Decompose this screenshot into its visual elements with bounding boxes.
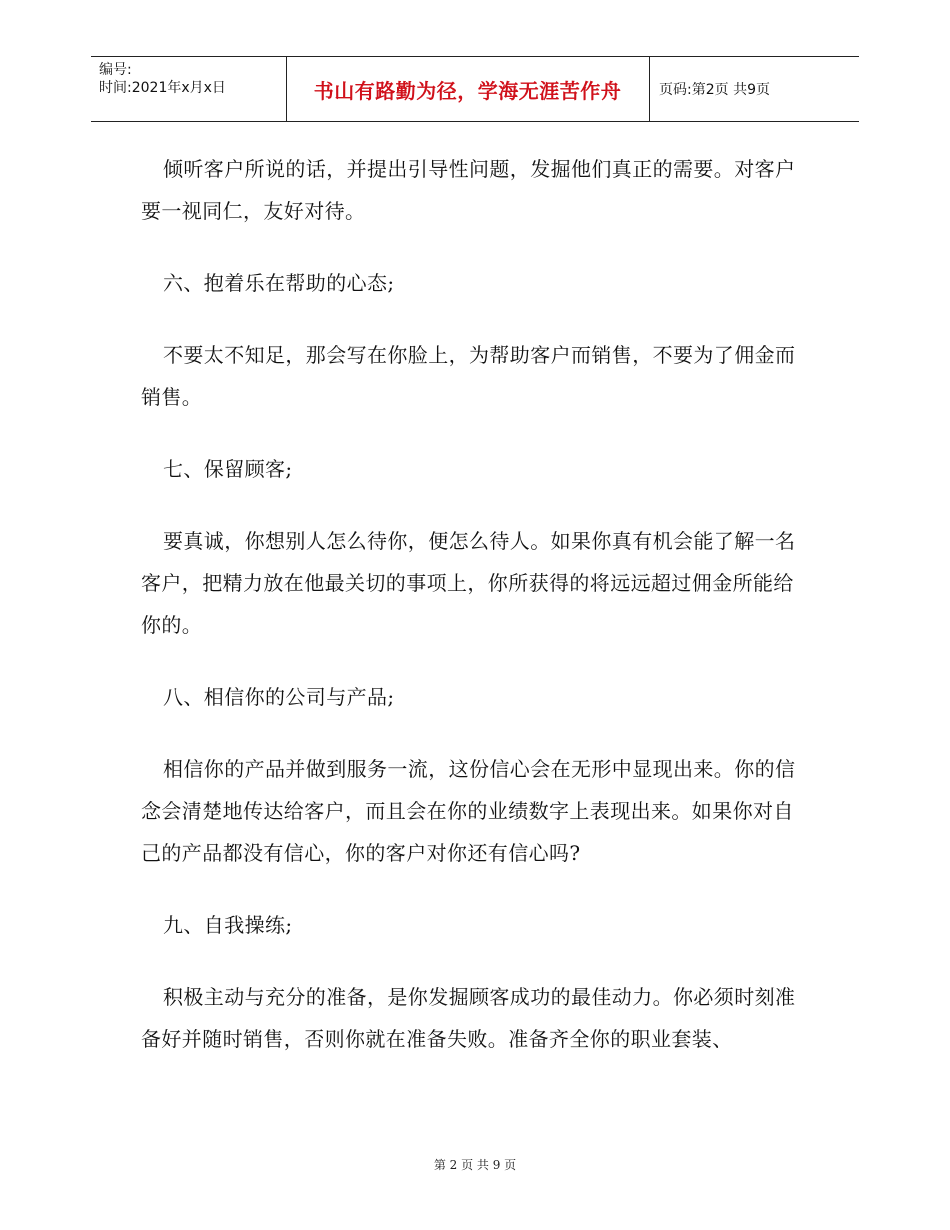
page-footer: 第 2 页 共 9 页 bbox=[433, 1158, 517, 1172]
header-motto: 书山有路勤为径，学海无涯苦作舟 bbox=[313, 78, 622, 103]
paragraph: 积极主动与充分的准备，是你发掘顾客成功的最佳动力。你必须时刻准备好并随时销售，否则你就在准备失败。准备齐全你的职业套装、 bbox=[141, 985, 796, 1051]
section-heading: 九、自我操练; bbox=[163, 913, 293, 937]
document-body bbox=[141, 148, 809, 1090]
header-divider bbox=[649, 57, 650, 121]
time-label: 时间:2021年x月x日 bbox=[99, 80, 226, 96]
header-page-info: 页码:第2页 共9页 bbox=[659, 82, 770, 98]
paragraph: 要真诚，你想别人怎么待你，便怎么待人。如果你真有机会能了解一名客户，把精力放在他最关切的事项上，你所获得的将远远超过佣金所能给你的。 bbox=[141, 529, 796, 637]
section-heading: 八、相信你的公司与产品; bbox=[163, 685, 395, 709]
paragraph: 倾听客户所说的话，并提出引导性问题，发掘他们真正的需要。对客户要一视同仁，友好对待。 bbox=[141, 157, 796, 223]
section-heading: 六、抱着乐在帮助的心态; bbox=[163, 271, 395, 295]
paragraph: 相信你的产品并做到服务一流，这份信心会在无形中显现出来。你的信念会清楚地传达给客户，而且会在你的业绩数字上表现出来。如果你对自己的产品都没有信心，你的客户对你还有信心吗? bbox=[141, 757, 796, 865]
section-heading: 七、保留顾客; bbox=[163, 457, 293, 481]
page-header bbox=[91, 56, 859, 122]
code-label: 编号: bbox=[99, 62, 132, 78]
paragraph: 不要太不知足，那会写在你脸上，为帮助客户而销售，不要为了佣金而销售。 bbox=[141, 343, 796, 409]
header-meta bbox=[99, 61, 226, 97]
